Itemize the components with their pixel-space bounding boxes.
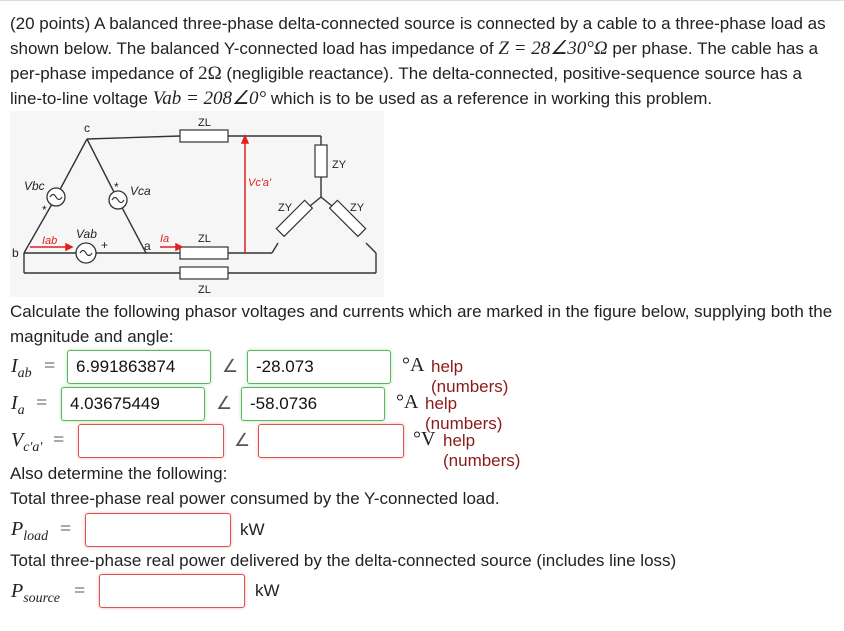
circuit-svg (10, 111, 384, 297)
instructions: Calculate the following phasor voltages and currents which are marked in the figure below, supplying both the magnitude and angle: (10, 302, 833, 346)
psource-symbol: $P_{source}$ (11, 580, 61, 606)
vca-symbol: $V_{c'a'}$ (11, 429, 43, 455)
zl-box-mid (180, 247, 228, 259)
node-b-label: b (12, 246, 19, 260)
zl-box-top (180, 130, 228, 142)
vca-angle-input[interactable] (258, 424, 404, 458)
problem-text-3: (negligible reactance). The delta-connected, positive-sequence source has a line-to-line voltage (10, 64, 802, 108)
vbc-label: Vbc (24, 179, 45, 193)
iab-angle-input[interactable]: -28.073 (247, 350, 391, 384)
iab-magnitude-input[interactable]: 6.991863874 (67, 350, 211, 384)
wire-c-vbc (56, 139, 87, 197)
load-impedance: Z = 28∠30°Ω (498, 38, 608, 59)
pload-symbol: $P_{load}$ (11, 518, 49, 544)
ia-symbol: $I_a$ (11, 392, 25, 418)
ia-equals: = (36, 392, 48, 414)
cable-impedance: 2Ω (198, 63, 222, 84)
psource-equals: = (74, 580, 86, 602)
zy-label-right: ZY (350, 202, 365, 214)
pload-unit: kW (240, 520, 265, 539)
iab-unit: °A (402, 354, 425, 376)
ia-help-link[interactable]: help (numbers) (425, 394, 503, 433)
vca-prime-label: Vc'a' (248, 177, 272, 189)
pload-input[interactable] (85, 513, 231, 547)
node-c-label: c (84, 121, 90, 135)
iab-angle-symbol: ∠ (222, 356, 239, 376)
also-determine-text: Also determine the following: (10, 464, 228, 483)
iab-equals: = (44, 355, 56, 377)
plus-label: + (101, 238, 109, 252)
ia-angle-input[interactable]: -58.0736 (241, 387, 385, 421)
wire-n-right (321, 197, 332, 206)
psource-description: Total three-phase real power delivered by the delta-connected source (includes line loss) (10, 551, 677, 570)
node-a-label: a (144, 239, 151, 253)
ia-label: Ia (160, 233, 170, 245)
star-label-2: * (42, 203, 47, 217)
psource-unit: kW (255, 581, 280, 600)
vca-label: Vca (130, 184, 151, 198)
zy-box-top (315, 145, 327, 177)
pload-description: Total three-phase real power consumed by the Y-connected load. (10, 489, 500, 508)
pload-equals: = (60, 518, 72, 540)
top-divider (0, 0, 844, 1)
ia-angle-symbol: ∠ (216, 393, 233, 413)
zl-box-bot (180, 267, 228, 279)
problem-text-4: which is to be used as a reference in working this problem. (266, 89, 713, 108)
wire-n-left (310, 197, 321, 206)
vca-unit: °V (413, 428, 436, 450)
wire-b-zy (366, 243, 376, 253)
wire-line-c (87, 136, 180, 139)
iab-help-link[interactable]: help (numbers) (431, 357, 509, 396)
star-label-1: * (114, 180, 119, 194)
zl-label-bot: ZL (198, 284, 211, 296)
psource-input[interactable] (99, 574, 245, 608)
problem-statement (10, 11, 838, 111)
problem-text-1: (20 points) A balanced three-phase delta-connected source is connected by a cable to a three-phase load as shown below. The balanced Y-connected load has impedance of (10, 14, 826, 58)
vca-angle-symbol: ∠ (234, 430, 251, 450)
vab-label: Vab (76, 227, 97, 241)
ia-unit: °A (396, 391, 419, 413)
iab-label: Iab (42, 235, 58, 247)
zy-label-left: ZY (278, 202, 293, 214)
ia-magnitude-input[interactable]: 4.03675449 (61, 387, 205, 421)
vca-help-link[interactable]: help (numbers) (443, 431, 521, 470)
vca-magnitude-input[interactable] (78, 424, 224, 458)
zl-label-mid: ZL (198, 233, 211, 245)
zy-label-top: ZY (332, 159, 347, 171)
problem-text-2: per phase. The cable has a per-phase impedance of (10, 39, 819, 83)
zl-label-top: ZL (198, 117, 211, 129)
wire-a-zy (272, 243, 278, 253)
vca-equals: = (53, 429, 65, 451)
circuit-diagram (10, 111, 384, 297)
source-voltage: Vab = 208∠0° (152, 88, 267, 109)
iab-symbol: $I_{ab}$ (11, 355, 32, 381)
